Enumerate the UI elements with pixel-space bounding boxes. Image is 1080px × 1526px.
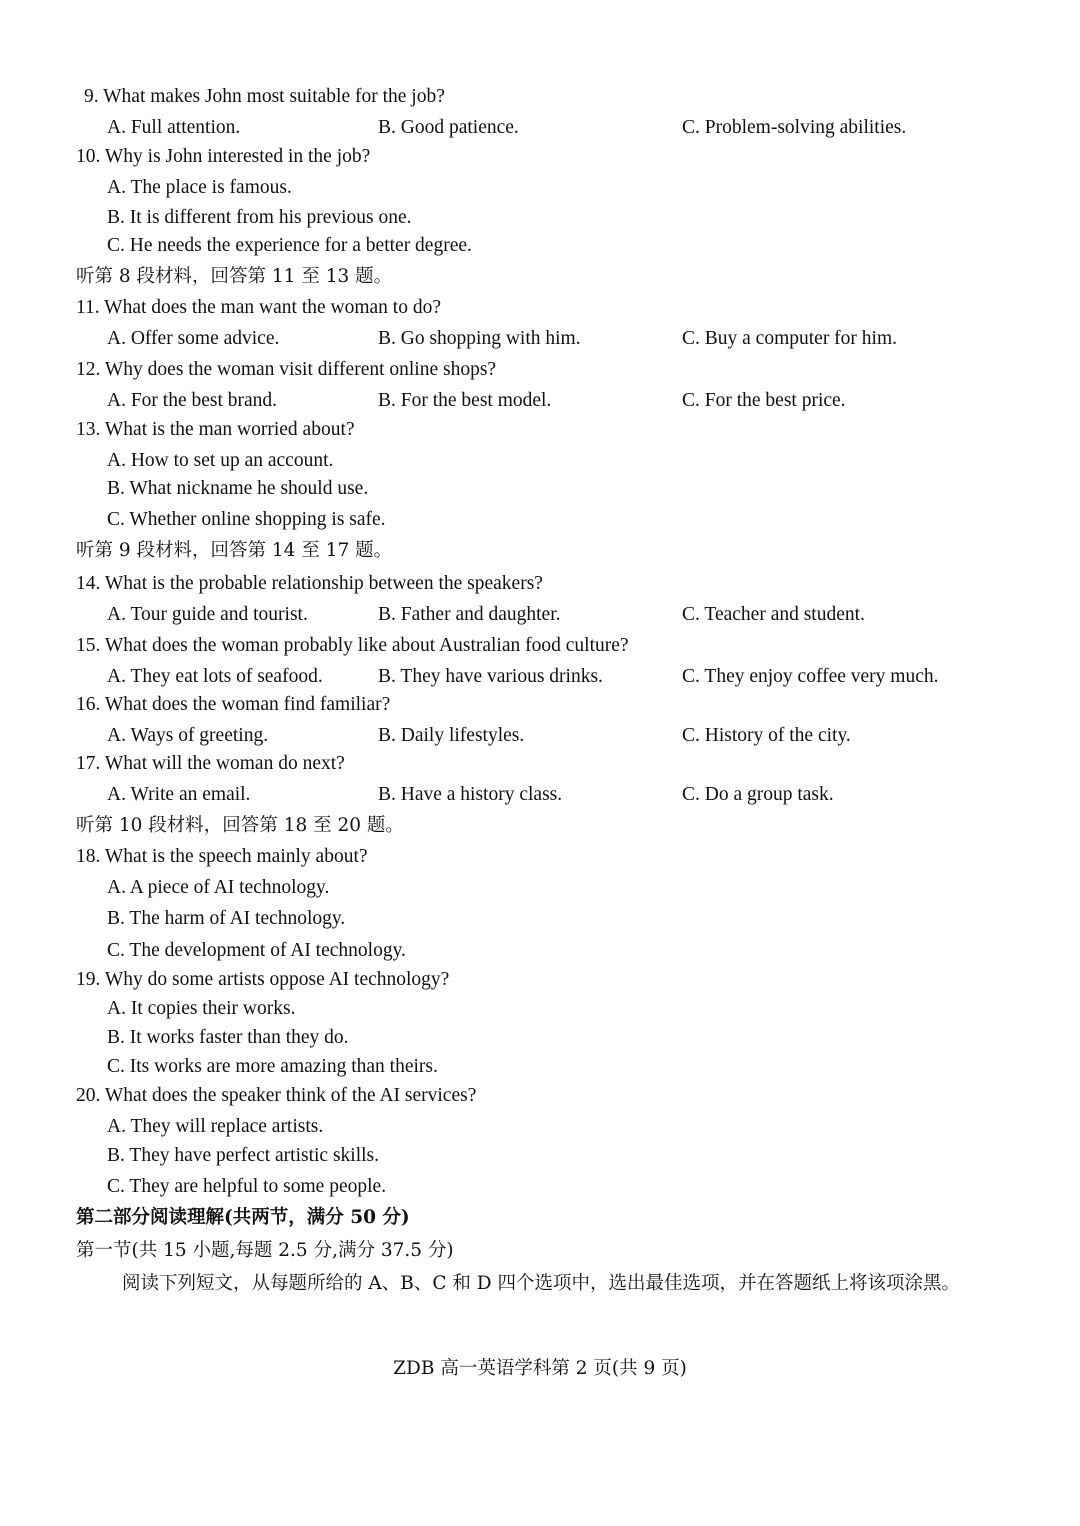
option-c: C. Whether online shopping is safe.	[107, 509, 386, 530]
option-a: A. A piece of AI technology.	[107, 877, 330, 898]
option-c: C. Its works are more amazing than theirs.	[107, 1056, 438, 1077]
option-c: C. Teacher and student.	[682, 604, 865, 625]
option-b: B. It works faster than they do.	[107, 1027, 349, 1048]
question-stem: 12. Why does the woman visit different online shops?	[76, 359, 497, 380]
option-b: B. Father and daughter.	[378, 604, 561, 625]
option-c: C. The development of AI technology.	[107, 940, 406, 961]
question-stem: 9. What makes John most suitable for the job?	[84, 86, 445, 107]
option-c: C. They enjoy coffee very much.	[682, 666, 939, 687]
option-a: A. The place is famous.	[107, 177, 292, 198]
option-a: A. Full attention.	[107, 117, 241, 138]
option-c: C. They are helpful to some people.	[107, 1176, 387, 1197]
option-a: A. They will replace artists.	[107, 1116, 324, 1137]
question-stem: 10. Why is John interested in the job?	[76, 146, 371, 167]
section-heading: 第一节(共 15 小题,每题 2.5 分,满分 37.5 分)	[76, 1240, 454, 1261]
question-stem: 13. What is the man worried about?	[76, 419, 355, 440]
section-instruction: 听第 10 段材料，回答第 18 至 20 题。	[76, 815, 404, 836]
option-c: C. Problem-solving abilities.	[682, 117, 907, 138]
option-c: C. For the best price.	[682, 390, 846, 411]
option-a: A. Write an email.	[107, 784, 251, 805]
question-stem: 19. Why do some artists oppose AI technology?	[76, 969, 450, 990]
option-b: B. They have perfect artistic skills.	[107, 1145, 380, 1166]
option-c: C. History of the city.	[682, 725, 851, 746]
question-stem: 14. What is the probable relationship between the speakers?	[76, 573, 543, 594]
option-b: B. It is different from his previous one.	[107, 207, 412, 228]
question-stem: 17. What will the woman do next?	[76, 753, 345, 774]
option-a: A. It copies their works.	[107, 998, 296, 1019]
option-a: A. Offer some advice.	[107, 328, 280, 349]
option-b: B. Daily lifestyles.	[378, 725, 525, 746]
question-stem: 11. What does the man want the woman to do?	[76, 297, 441, 318]
option-c: C. He needs the experience for a better degree.	[107, 235, 472, 256]
question-stem: 16. What does the woman find familiar?	[76, 694, 391, 715]
option-b: B. They have various drinks.	[378, 666, 603, 687]
option-b: B. Have a history class.	[378, 784, 563, 805]
reading-instruction: 阅读下列短文，从每题所给的 A、B、C 和 D 四个选项中，选出最佳选项，并在答题纸上将该项涂黑。	[122, 1273, 960, 1294]
option-a: A. How to set up an account.	[107, 450, 334, 471]
option-b: B. Good patience.	[378, 117, 519, 138]
option-b: B. Go shopping with him.	[378, 328, 581, 349]
question-stem: 18. What is the speech mainly about?	[76, 846, 368, 867]
question-stem: 20. What does the speaker think of the AI services?	[76, 1085, 477, 1106]
option-c: C. Buy a computer for him.	[682, 328, 898, 349]
option-a: A. Tour guide and tourist.	[107, 604, 308, 625]
page-footer: ZDB 高一英语学科第 2 页(共 9 页)	[393, 1358, 687, 1379]
option-a: A. For the best brand.	[107, 390, 278, 411]
question-stem: 15. What does the woman probably like about Australian food culture?	[76, 635, 629, 656]
option-b: B. The harm of AI technology.	[107, 908, 346, 929]
part-heading: 第二部分阅读理解(共两节，满分 50 分)	[76, 1207, 410, 1228]
option-a: A. Ways of greeting.	[107, 725, 269, 746]
section-instruction: 听第 9 段材料，回答第 14 至 17 题。	[76, 540, 393, 561]
option-b: B. What nickname he should use.	[107, 478, 369, 499]
option-b: B. For the best model.	[378, 390, 552, 411]
section-instruction: 听第 8 段材料，回答第 11 至 13 题。	[76, 266, 393, 287]
option-a: A. They eat lots of seafood.	[107, 666, 323, 687]
option-c: C. Do a group task.	[682, 784, 834, 805]
